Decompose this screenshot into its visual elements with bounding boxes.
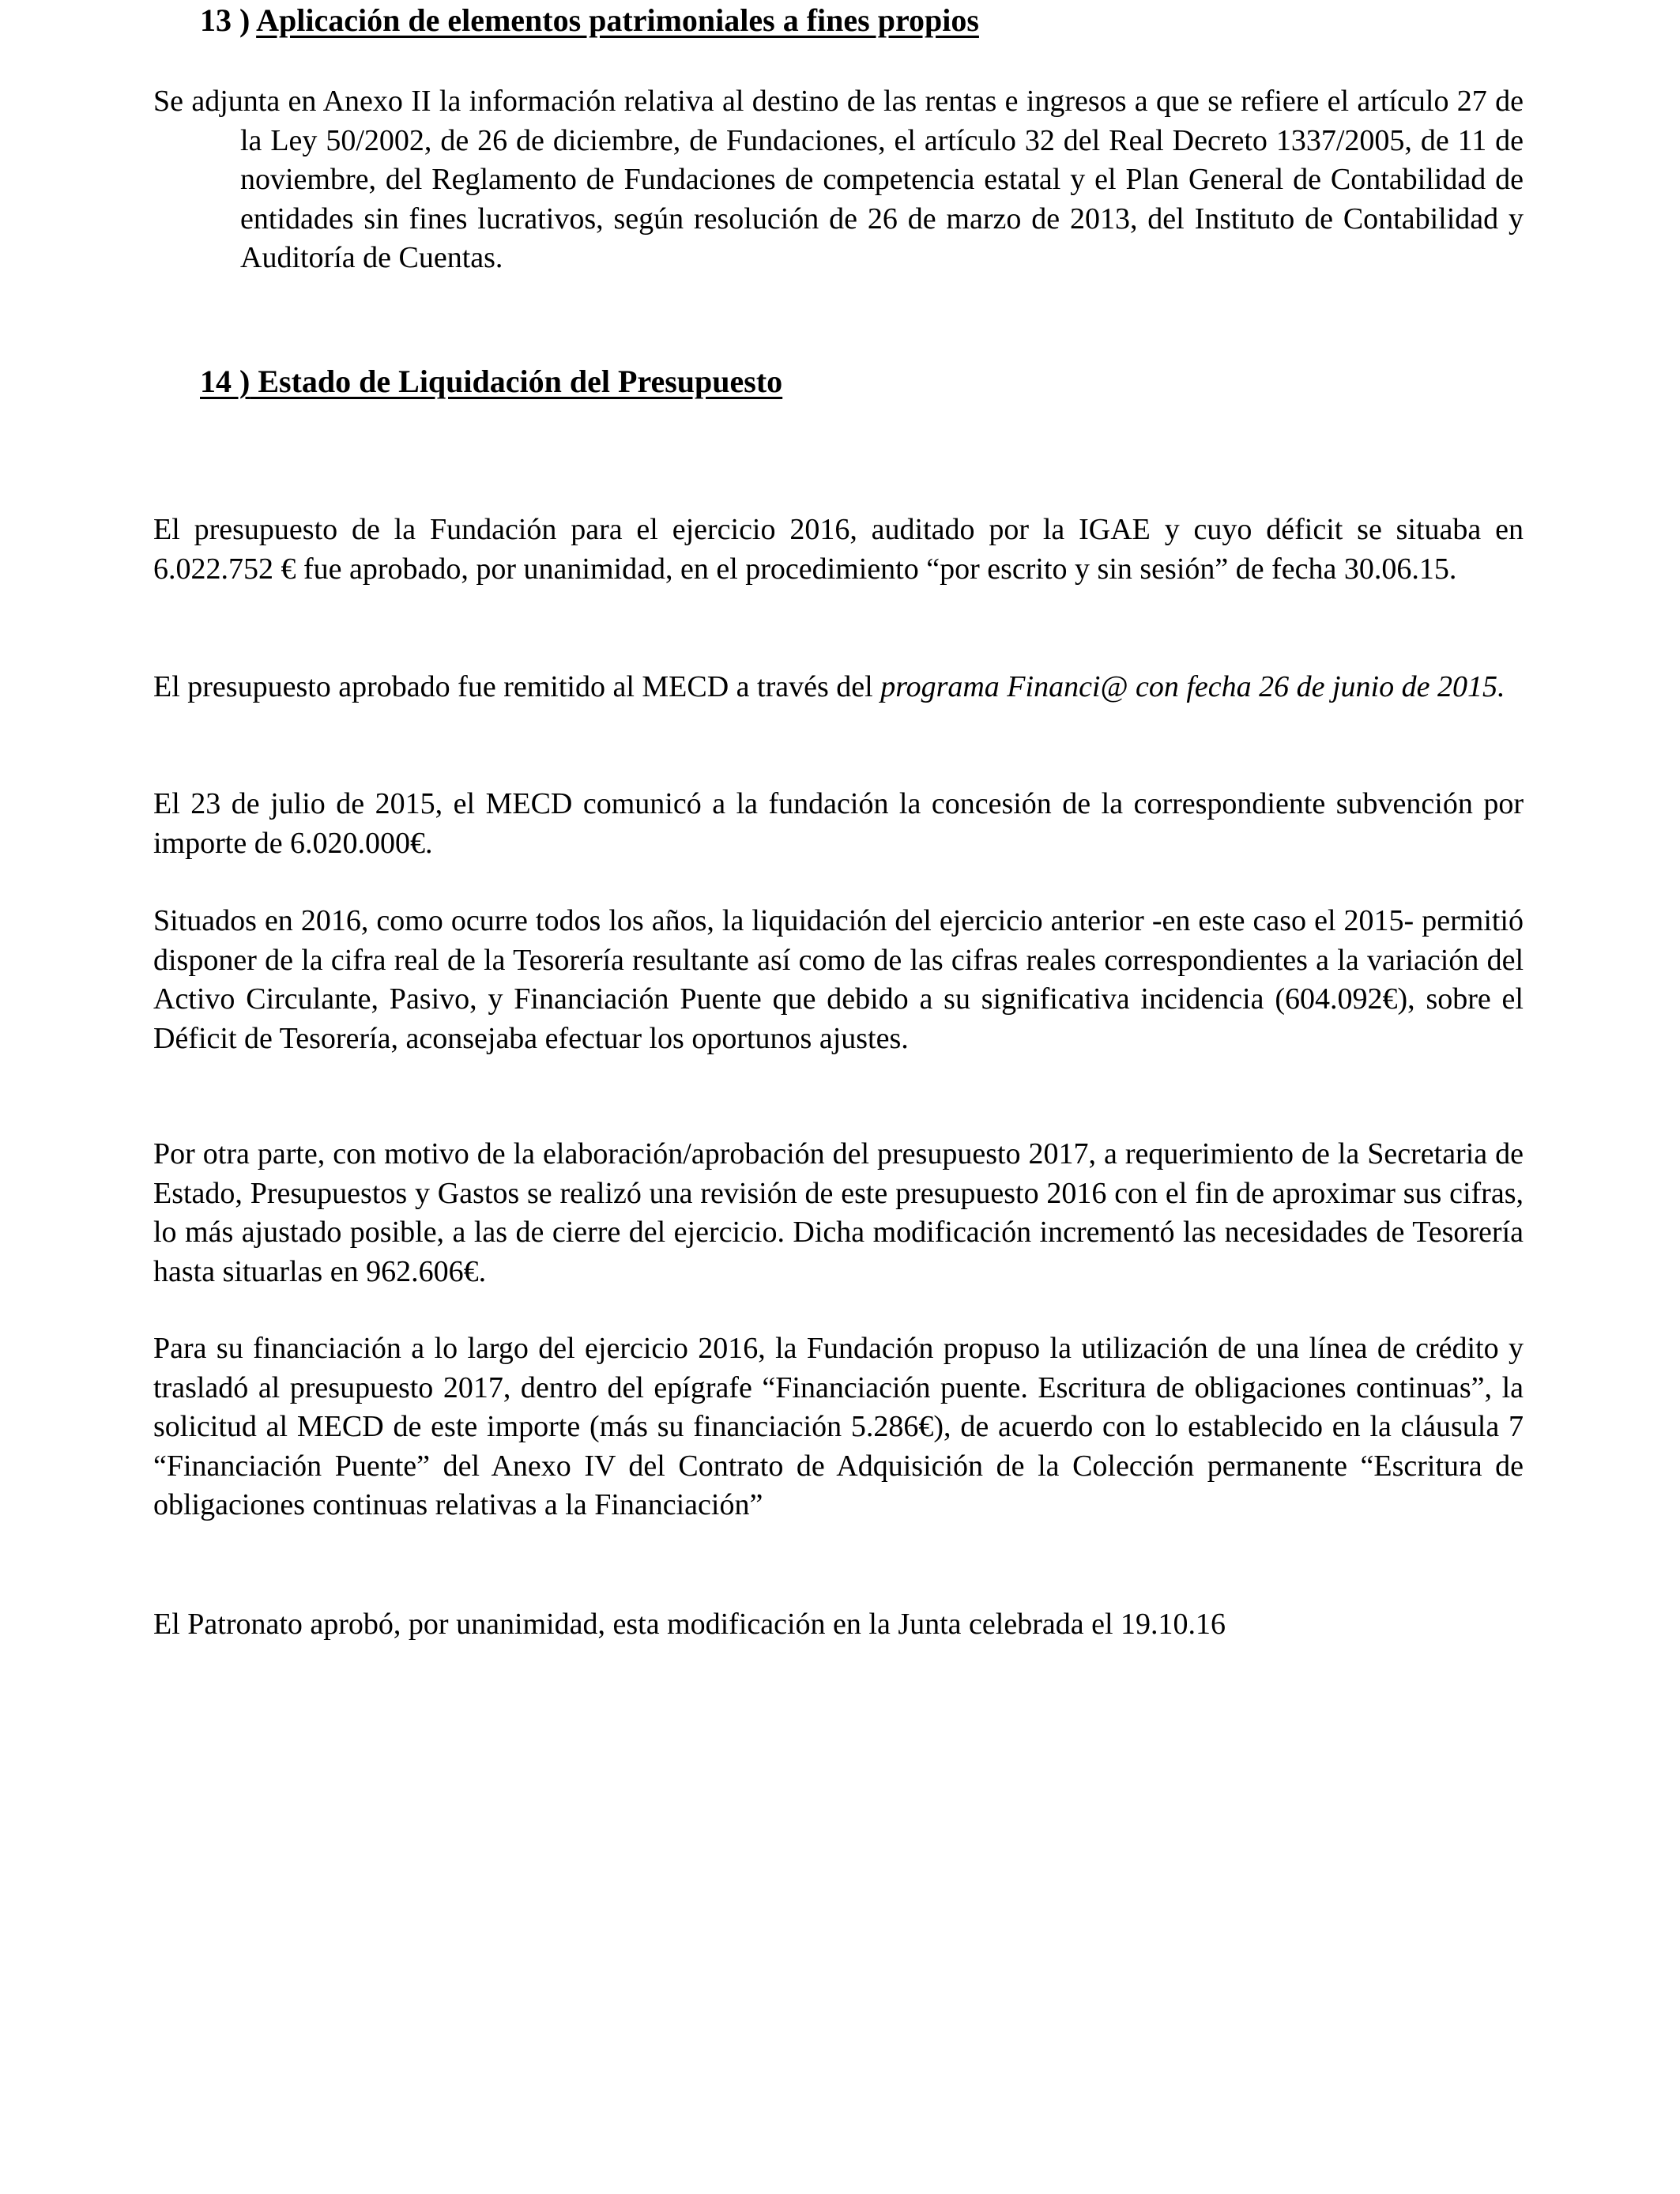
section-14-paragraph-3: El 23 de julio de 2015, el MECD comunicó a la fundación la concesión de la correspondiente subvención por importe de 6.020.000€. (153, 787, 1524, 860)
section-14-paragraph-2 (153, 668, 1524, 707)
section-14-paragraph-7: El Patronato aprobó, por unanimidad, esta modificación en la Junta celebrada el 19.10.16 (153, 1608, 1226, 1641)
section-14-paragraph-6: Para su financiación a lo largo del ejercicio 2016, la Fundación propuso la utilización de una línea de crédito y trasladó al presupuesto 2017, dentro del epígrafe “Financiación puente. Escritura de obligaciones continuas”, la solicitud al MECD de este importe (más su financiación 5.286€), de acuerdo con lo establecido en la cláusula 7 “Financiación Puente” del Anexo IV del Contrato de Adquisición de la Colección permanente “Escritura de obligaciones continuas relativas a la Financiación” (153, 1332, 1524, 1521)
section-13-title: Aplicación de elementos patrimoniales a fines propios (256, 2, 979, 38)
section-14-paragraph-5: Por otra parte, con motivo de la elaboración/aprobación del presupuesto 2017, a requerimiento de la Secretaria de Estado, Presupuestos y Gastos se realizó una revisión de este presupuesto 2016 con el fin de aproximar sus cifras, lo más ajustado posible, a las de cierre del ejercicio. Dicha modificación incrementó las necesidades de Tesorería hasta situarlas en 962.606€. (153, 1137, 1524, 1288)
paragraph-2-italic-text: programa Financi@ con fecha 26 de junio de 2015. (880, 670, 1505, 703)
section-13-paragraph: Se adjunta en Anexo II la información relativa al destino de las rentas e ingresos a que se refiere el artículo 27 de la Ley 50/2002, de 26 de diciembre, de Fundaciones, el artículo 32 del Real Decreto 1337/2005, de 11 de noviembre, del Reglamento de Fundaciones de competencia estatal y el Plan General de Contabilidad de entidades sin fines lucrativos, según resolución de 26 de marzo de 2013, del Instituto de Contabilidad y Auditoría de Cuentas. (153, 85, 1524, 274)
section-14-paragraph-1: El presupuesto de la Fundación para el ejercicio 2016, auditado por la IGAE y cuyo déficit se situaba en 6.022.752 € fue aprobado, por unanimidad, en el procedimiento “por escrito y sin sesión” de fecha 30.06.15. (153, 513, 1524, 586)
section-13-number: 13 ) (200, 2, 257, 38)
section-14-heading (200, 363, 782, 401)
section-14-number: 14 ) (200, 364, 250, 399)
section-14-paragraph-4: Situados en 2016, como ocurre todos los años, la liquidación del ejercicio anterior -en este caso el 2015- permitió disponer de la cifra real de la Tesorería resultante así como de las cifras reales correspondientes a la variación del Activo Circulante, Pasivo, y Financiación Puente que debido a su significativa incidencia (604.092€), sobre el Déficit de Tesorería, aconsejaba efectuar los oportunos ajustes. (153, 904, 1524, 1055)
section-13-heading (200, 2, 979, 40)
section-14-title: Estado de Liquidación del Presupuesto (250, 364, 783, 399)
paragraph-2-text: El presupuesto aprobado fue remitido al MECD a través del (153, 670, 881, 703)
